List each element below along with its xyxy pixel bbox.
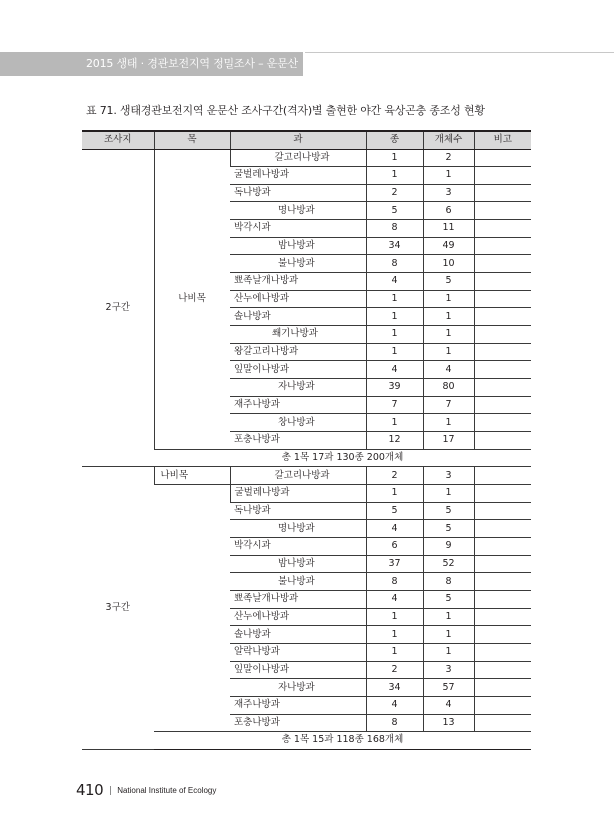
family-cell: 갈고리나방과 — [230, 149, 366, 167]
species-count-cell: 1 — [366, 149, 423, 167]
remarks-cell — [474, 608, 531, 626]
individual-count-cell: 5 — [423, 520, 474, 538]
remarks-cell — [474, 467, 531, 485]
remarks-cell — [474, 361, 531, 379]
remarks-cell — [474, 643, 531, 661]
column-header-family: 과 — [230, 131, 366, 149]
family-cell: 박각시과 — [230, 537, 366, 555]
running-header-title: 2015 생태 · 경관보전지역 정밀조사 – 운문산 — [86, 57, 298, 70]
individual-count-cell: 1 — [423, 626, 474, 644]
remarks-cell — [474, 343, 531, 361]
individual-count-cell: 13 — [423, 714, 474, 732]
individual-count-cell: 5 — [423, 502, 474, 520]
remarks-cell — [474, 626, 531, 644]
family-cell: 뾰족날개나방과 — [230, 590, 366, 608]
family-cell: 독나방과 — [230, 184, 366, 202]
remarks-cell — [474, 520, 531, 538]
remarks-cell — [474, 202, 531, 220]
site-cell: 2구간 — [82, 149, 154, 467]
species-count-cell: 34 — [366, 237, 423, 255]
family-cell: 갈고리나방과 — [230, 467, 366, 485]
species-count-cell: 2 — [366, 661, 423, 679]
individual-count-cell: 49 — [423, 237, 474, 255]
order-cell: 나비목 — [154, 149, 230, 449]
site-cell: 3구간 — [82, 467, 154, 750]
remarks-cell — [474, 537, 531, 555]
individual-count-cell: 11 — [423, 220, 474, 238]
family-cell: 잎말이나방과 — [230, 661, 366, 679]
individual-count-cell: 1 — [423, 484, 474, 502]
table-row — [82, 467, 531, 485]
remarks-cell — [474, 237, 531, 255]
remarks-cell — [474, 308, 531, 326]
individual-count-cell: 1 — [423, 290, 474, 308]
remarks-cell — [474, 432, 531, 450]
remarks-cell — [474, 573, 531, 591]
family-cell: 솔나방과 — [230, 308, 366, 326]
remarks-cell — [474, 220, 531, 238]
family-cell: 포충나방과 — [230, 432, 366, 450]
species-count-cell: 8 — [366, 255, 423, 273]
remarks-cell — [474, 379, 531, 397]
individual-count-cell: 4 — [423, 361, 474, 379]
species-count-cell: 1 — [366, 643, 423, 661]
individual-count-cell: 2 — [423, 149, 474, 167]
family-cell: 왕갈고리나방과 — [230, 343, 366, 361]
family-cell: 잎말이나방과 — [230, 361, 366, 379]
species-count-cell: 1 — [366, 343, 423, 361]
remarks-cell — [474, 167, 531, 185]
species-composition-table — [82, 130, 531, 750]
family-cell: 재주나방과 — [230, 396, 366, 414]
individual-count-cell: 10 — [423, 255, 474, 273]
individual-count-cell: 6 — [423, 202, 474, 220]
remarks-cell — [474, 502, 531, 520]
individual-count-cell: 3 — [423, 467, 474, 485]
column-header-species: 종 — [366, 131, 423, 149]
species-count-cell: 5 — [366, 202, 423, 220]
species-count-cell: 1 — [366, 484, 423, 502]
family-cell: 자나방과 — [230, 379, 366, 397]
species-count-cell: 8 — [366, 573, 423, 591]
species-count-cell: 1 — [366, 326, 423, 344]
family-cell: 자나방과 — [230, 679, 366, 697]
remarks-cell — [474, 696, 531, 714]
species-count-cell: 5 — [366, 502, 423, 520]
individual-count-cell: 52 — [423, 555, 474, 573]
species-count-cell: 1 — [366, 608, 423, 626]
table-header — [82, 131, 531, 149]
order-cell: 나비목 — [154, 467, 230, 485]
section-1 — [82, 149, 531, 467]
family-cell: 산누에나방과 — [230, 290, 366, 308]
family-cell: 명나방과 — [230, 520, 366, 538]
species-count-cell: 1 — [366, 167, 423, 185]
individual-count-cell: 5 — [423, 590, 474, 608]
individual-count-cell: 5 — [423, 273, 474, 291]
footer-separator: | — [109, 786, 113, 796]
species-count-cell: 7 — [366, 396, 423, 414]
remarks-cell — [474, 679, 531, 697]
family-cell: 창나방과 — [230, 414, 366, 432]
species-count-cell: 1 — [366, 308, 423, 326]
table-caption: 표 71. 생태경관보전지역 운문산 조사구간(격자)별 출현한 야간 육상곤충 종조성 현황 — [86, 104, 485, 117]
total-cell: 총 1목 15과 118종 168개체 — [154, 732, 531, 750]
remarks-cell — [474, 184, 531, 202]
species-count-cell: 39 — [366, 379, 423, 397]
species-count-cell: 4 — [366, 361, 423, 379]
footer-organization: National Institute of Ecology — [117, 786, 217, 795]
individual-count-cell: 3 — [423, 184, 474, 202]
individual-count-cell: 17 — [423, 432, 474, 450]
individual-count-cell: 1 — [423, 326, 474, 344]
species-count-cell: 37 — [366, 555, 423, 573]
family-cell: 산누에나방과 — [230, 608, 366, 626]
order-cell-empty — [154, 484, 230, 731]
individual-count-cell: 1 — [423, 343, 474, 361]
family-cell: 알락나방과 — [230, 643, 366, 661]
family-cell: 포충나방과 — [230, 714, 366, 732]
individual-count-cell: 80 — [423, 379, 474, 397]
individual-count-cell: 57 — [423, 679, 474, 697]
individual-count-cell: 4 — [423, 696, 474, 714]
family-cell: 명나방과 — [230, 202, 366, 220]
species-count-cell: 4 — [366, 273, 423, 291]
remarks-cell — [474, 414, 531, 432]
species-count-cell: 4 — [366, 696, 423, 714]
page-number: 410 — [76, 781, 104, 799]
column-header-individuals: 개체수 — [423, 131, 474, 149]
total-cell: 총 1목 17과 130종 200개체 — [154, 449, 531, 467]
family-cell: 박각시과 — [230, 220, 366, 238]
remarks-cell — [474, 661, 531, 679]
species-count-cell: 4 — [366, 590, 423, 608]
species-count-cell: 2 — [366, 467, 423, 485]
species-count-cell: 4 — [366, 520, 423, 538]
family-cell: 뾰족날개나방과 — [230, 273, 366, 291]
remarks-cell — [474, 255, 531, 273]
remarks-cell — [474, 149, 531, 167]
remarks-cell — [474, 273, 531, 291]
individual-count-cell: 1 — [423, 167, 474, 185]
page-footer — [76, 780, 216, 799]
column-header-order: 목 — [154, 131, 230, 149]
species-count-cell: 1 — [366, 414, 423, 432]
family-cell: 밤나방과 — [230, 555, 366, 573]
family-cell: 솔나방과 — [230, 626, 366, 644]
family-cell: 쐐기나방과 — [230, 326, 366, 344]
individual-count-cell: 3 — [423, 661, 474, 679]
remarks-cell — [474, 714, 531, 732]
family-cell: 불나방과 — [230, 573, 366, 591]
individual-count-cell: 8 — [423, 573, 474, 591]
species-count-cell: 12 — [366, 432, 423, 450]
species-count-cell: 34 — [366, 679, 423, 697]
individual-count-cell: 1 — [423, 414, 474, 432]
remarks-cell — [474, 396, 531, 414]
family-cell: 재주나방과 — [230, 696, 366, 714]
section-2 — [82, 467, 531, 750]
remarks-cell — [474, 290, 531, 308]
table-row — [82, 149, 531, 167]
species-count-cell: 1 — [366, 626, 423, 644]
species-count-cell: 6 — [366, 537, 423, 555]
header-rule — [305, 52, 614, 53]
column-header-remarks: 비고 — [474, 131, 531, 149]
header-row — [82, 131, 531, 149]
column-header-site: 조사지 — [82, 131, 154, 149]
species-count-cell: 8 — [366, 220, 423, 238]
remarks-cell — [474, 484, 531, 502]
remarks-cell — [474, 590, 531, 608]
individual-count-cell: 1 — [423, 308, 474, 326]
species-count-cell: 8 — [366, 714, 423, 732]
individual-count-cell: 1 — [423, 643, 474, 661]
individual-count-cell: 7 — [423, 396, 474, 414]
remarks-cell — [474, 326, 531, 344]
individual-count-cell: 1 — [423, 608, 474, 626]
family-cell: 굴벌레나방과 — [230, 484, 366, 502]
remarks-cell — [474, 555, 531, 573]
species-count-cell: 2 — [366, 184, 423, 202]
family-cell: 불나방과 — [230, 255, 366, 273]
individual-count-cell: 9 — [423, 537, 474, 555]
family-cell: 독나방과 — [230, 502, 366, 520]
family-cell: 밤나방과 — [230, 237, 366, 255]
family-cell: 굴벌레나방과 — [230, 167, 366, 185]
species-count-cell: 1 — [366, 290, 423, 308]
